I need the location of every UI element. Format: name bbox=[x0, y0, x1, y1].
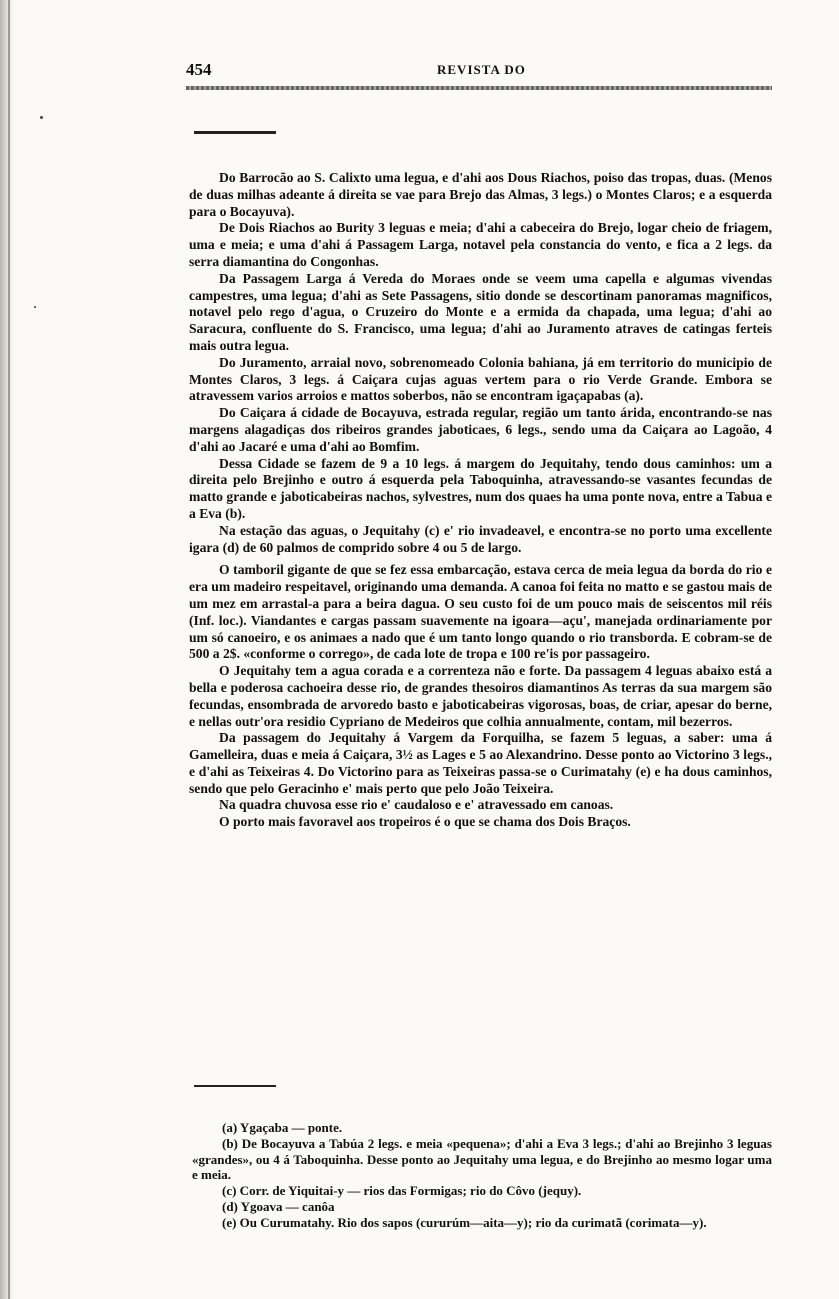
footnote: (d) Ygoava — canôa bbox=[222, 1198, 335, 1214]
footnote-rule bbox=[194, 1085, 276, 1087]
footnotes bbox=[192, 1120, 772, 1231]
page-binding-edge bbox=[0, 0, 14, 1299]
paragraph: De Dois Riachos ao Burity 3 leguas e meia; d'ahi a cabeceira do Brejo, logar cheio de friagem, uma e meia; e uma d'ahi á Passagem Larga, notavel pela constancia do vento, e fica a 2 legs. da serra diamantina do Congonhas. bbox=[189, 220, 772, 269]
print-speck bbox=[34, 306, 36, 308]
paragraph: O Jequitahy tem a agua corada e a correnteza não e forte. Da passagem 4 leguas abaixo está a bella e poderosa cachoeira desse rio, de grandes thesoiros diamantinos As terras da sua margem são fecundas, ensombrada de arvoredo basto e jaboticabeiras vigorosas, boas, de criar, apesar do berne, e nellas outr'ora residio Cypriano de Medeiros que colhia annualmente, contam, mil bezerros. bbox=[189, 663, 772, 729]
paragraph: Da passagem do Jequitahy á Vargem da Forquilha, se fazem 5 leguas, a saber: uma á Gamelleira, duas e meia á Caiçara, 3½ as Lages e 5 ao Alexandrino. Desse ponto ao Victorino 3 legs., e d'ahi as Teixeiras 4. Do Victorino para as Teixeiras passa-se o Curimatahy (e) e ha dous caminhos, sendo que pelo Geracinho e' mais perto que pelo João Teixeira. bbox=[189, 730, 772, 796]
body-text bbox=[189, 170, 772, 831]
paragraph: Do Juramento, arraial novo, sobrenomeado Colonia bahiana, já em territorio do municipio de Montes Claros, 3 legs. á Caiçara cujas aguas vertem para o rio Verde Grande. Embora se atravessem varios arroios e mattos soberbos, não se encontram igaçapabas (a). bbox=[189, 354, 772, 404]
print-speck bbox=[40, 116, 43, 119]
paragraph: Do Barrocão ao S. Calixto uma legua, e d'ahi aos Dous Riachos, poiso das tropas, duas. (Menos de duas milhas adeante á direita se vae para Brejo das Almas, 3 legs.) o Montes Claros; e a esquerda para o Bocayuva). bbox=[189, 170, 772, 219]
paragraph: Da Passagem Larga á Vereda do Moraes onde se veem uma capella e algumas vivendas campestres, uma legua; d'ahi as Sete Passagens, sitio donde se descortinam panoramas magnificos, notavel pelo rego d'agua, o Cruzeiro do Monte e a ermida da chapada, uma legua; d'ahi ao Saracura, confluente do S. Francisco, uma legua; d'ahi ao Juramento atraves de catingas ferteis mais outra legua. bbox=[189, 270, 772, 353]
paragraph: O tamboril gigante de que se fez essa embarcação, estava cerca de meia legua da borda do rio e era um madeiro respeitavel, originando uma demanda. A canoa foi feita no matto e se gastou mais de um mez em arrastal-a para a beira dagua. O seu custo foi de um pouco mais de seiscentos mil réis (Inf. loc.). Viandantes e cargas passam suavemente na igoara—açu', manejada ordinariamente por um só canoeiro, e os animaes a nado que é um tanto longo quando o rio transborda. E cobram-se de 500 a 2$. «conforme o corrego», de cada lote de tropa e 100 re'is por passageiro. bbox=[189, 562, 772, 662]
paragraph: O porto mais favoravel aos tropeiros é o que se chama dos Dois Braços. bbox=[219, 814, 631, 830]
paragraph: Na estação das aguas, o Jequitahy (c) e' rio invadeavel, e encontra-se no porto uma excellente igara (d) de 60 palmos de comprido sobre 4 ou 5 de largo. bbox=[189, 522, 772, 555]
footnote: (a) Ygaçaba — ponte. bbox=[222, 1120, 343, 1135]
page-header bbox=[186, 60, 772, 84]
section-rule bbox=[194, 131, 276, 134]
footnote: (c) Corr. de Yiquitai-y — rios das Formigas; rio do Côvo (jequy). bbox=[222, 1183, 582, 1199]
page-number: 454 bbox=[186, 60, 212, 79]
paragraph: Dessa Cidade se fazem de 9 a 10 legs. á margem do Jequitahy, tendo dous caminhos: um a direita pelo Brejinho e outro á esquerda pela Taboquinha, atravessando-se vasantes fecundas de matto grande e jaboticabeiras nachos, sylvestres, num dos quaes ha uma ponte nova, entre a Tabua e a Eva (b). bbox=[189, 455, 772, 521]
footnote: (b) De Bocayuva a Tabúa 2 legs. e meia «pequena»; d'ahi a Eva 3 legs.; d'ahi ao Brejinho 3 leguas «grandes», ou 4 á Taboquinha. Desse ponto ao Jequitahy uma legua, e do Brejinho ao mesmo logar uma e meia. bbox=[192, 1135, 772, 1183]
footnote: (e) Ou Curumatahy. Rio dos sapos (cururúm—aita—y); rio da curimatã (corimata—y). bbox=[222, 1214, 707, 1230]
running-head: REVISTA DO bbox=[437, 62, 526, 77]
paragraph: Do Caiçara á cidade de Bocayuva, estrada regular, região um tanto árida, encontrando-se nas margens alagadiças dos ribeiros grandes jaboticaes, 6 legs., sendo uma da Caiçara ao Lagoão, 4 d'ahi ao Jacaré e uma d'ahi ao Bomfim. bbox=[189, 405, 772, 454]
paragraph: Na quadra chuvosa esse rio e' caudaloso e e' atravessado em canoas. bbox=[219, 797, 614, 813]
header-rule bbox=[186, 86, 772, 90]
binding-line bbox=[8, 0, 10, 1299]
